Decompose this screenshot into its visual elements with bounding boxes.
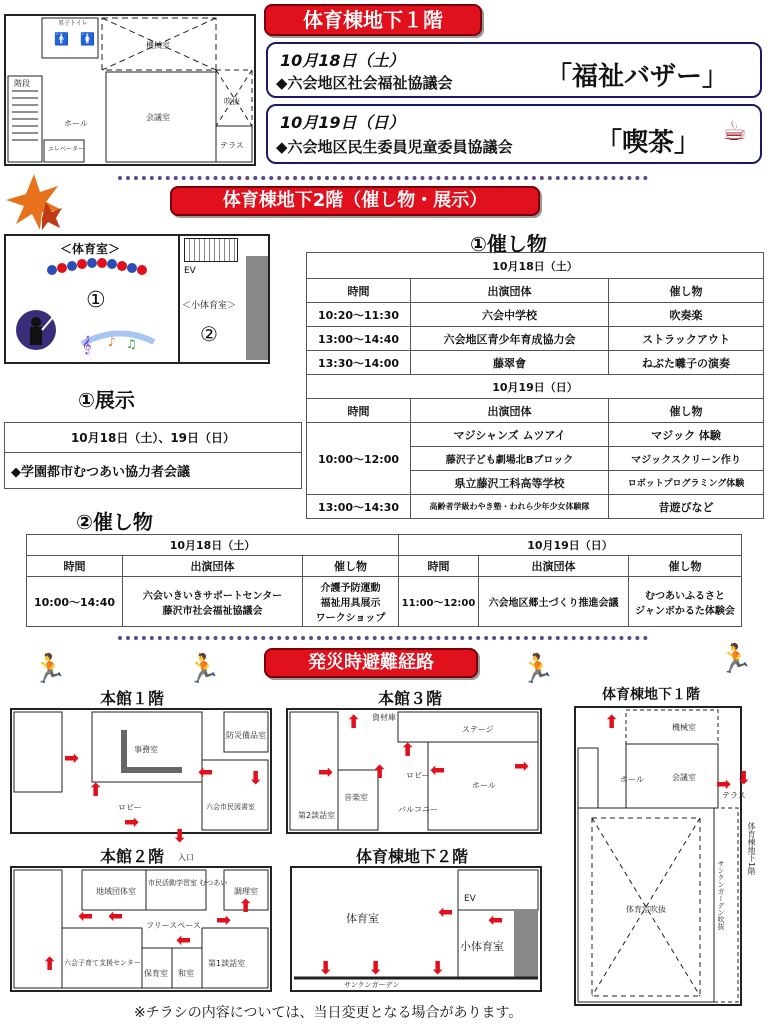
b2-floorplan: [4, 234, 270, 364]
elevator-label: エレベーター: [48, 146, 85, 153]
events1-day1: 10月18日（土）: [307, 253, 764, 279]
toilet-f-icon: 🚺: [80, 32, 95, 46]
events1-h-event: 催し物: [609, 279, 764, 303]
events1-title: ①催し物: [470, 232, 547, 256]
b1-day1-date: 10月18日（土）: [280, 51, 405, 70]
runner-icon: 🏃: [520, 652, 555, 685]
b2-banner: 体育棟地下2階（催し物・展示）: [170, 186, 540, 216]
gym-num: ①: [86, 288, 106, 313]
b1-banner: 体育棟地下１階: [264, 4, 482, 36]
b1-floorplan: [4, 14, 256, 166]
balloon-garland-icon: [46, 258, 156, 278]
hall-label: ホール: [64, 119, 88, 128]
runner-icon: 🏃: [186, 652, 221, 685]
events1-table: 10月18日（土） 時間 出演団体 催し物 10:20～11:30 六会中学校 吹奏楽 13:00～14:40 六会地区青少年育成協力会 ストラックアウト 13:30～14:00 藤翠會 ねぶた囃子の演奏 10月19日（日） 時間 出演団体 催し物 10:00～12:00 マジシャンズ ムツアイ マジック 体験 藤沢子ども劇場北Bブロック マジックスクリーン作り 県立藤沢工科高等学校 ロボットプログラミング体験 13:00～14:30 高齢者学級わやき塾・われら少年少女体験隊 昔遊びなど: [306, 252, 764, 519]
main2-map: 地域団体室 市民活動学習室 むつあい 調理室 フリースペース 六会子育て支援センター 保育室 和室 第1談話室 ⬅ ⬅ ➡ ⬆ ⬆ ⬅: [10, 866, 272, 992]
evac-arrow: ⬆: [238, 896, 254, 917]
b1-day1-org: ◆六会地区社会福祉協議会: [276, 74, 453, 92]
events2-title: ②催し物: [76, 510, 153, 534]
events2-table-wrap: [26, 534, 742, 627]
b1-day2-event: 「喫茶」: [596, 128, 701, 158]
b1-evac-title: 体育棟地下１階: [602, 687, 700, 703]
divider-1: [118, 176, 648, 180]
main2-title: 本館２階: [100, 847, 165, 866]
runner-icon: 🏃: [32, 652, 67, 685]
b1-day1-event: 「福祉バザー」: [546, 62, 729, 92]
machine-room-label: 機械室: [146, 41, 170, 50]
main3-map: 資材庫 ステージ ロビー ホール 音楽室 第2談話室 バルコニー ⬆ ➡ ⬆ ⬆ ⬅ ➡: [286, 708, 542, 834]
music-notes-icon: [78, 324, 158, 360]
b2-evac-title: 体育棟地下２階: [356, 847, 469, 866]
divider-2: [118, 636, 648, 640]
main3-title: 本館３階: [378, 689, 443, 708]
evac-arrow: ⬅: [198, 762, 214, 783]
evac-arrow: ⬇: [248, 768, 264, 789]
grey-block: [246, 256, 268, 360]
b1-day2-date: 10月19日（日）: [280, 113, 405, 132]
exhibit-dates: 10月18日（土）、19日（日）: [5, 423, 301, 453]
ev-label: EV: [184, 266, 196, 276]
exhibit-title: ①展示: [78, 388, 135, 412]
evac-arrow: ⬅: [430, 760, 446, 781]
evac-arrow: ➡: [318, 762, 334, 783]
events2-day2: 10月19日（日）: [399, 535, 742, 556]
evac-arrow: ➡: [216, 910, 232, 931]
table-row: 藤沢子ども劇場北Bブロック マジックスクリーン作り: [307, 447, 764, 471]
svg-text:♫: ♫: [126, 337, 137, 351]
evac-arrow: ⬆: [372, 762, 388, 783]
table-row: 13:00～14:30 高齢者学級わやき塾・われら少年少女体験隊 昔遊びなど: [307, 495, 764, 519]
svg-text:𝄞: 𝄞: [82, 335, 92, 354]
events2-table: 10月18日（土） 10月19日（日） 時間 出演団体 催し物 時間 出演団体 催し物 10:00～14:40 六会いきいきサポートセンター 藤沢市社会福祉協議会 介護予防運動 福祉用具展示 ワークショップ 11:00～12:00 六会地区郷土づくり推進会議 むつあいふるさと ジャンボかるた体験会: [26, 534, 742, 627]
conductor-icon: [14, 308, 58, 352]
b1-evac-map: 機械室 会議室 ホール テラス 体育室吹抜 サンクンガーデン吹抜 ⬇ ➡ ⬆: [574, 706, 742, 1006]
b1-day1-box: [266, 42, 762, 98]
events1-h-time: 時間: [307, 279, 411, 303]
evac-banner: 発災時避難経路: [264, 648, 478, 678]
table-row: 13:30～14:00 藤翠會 ねぶた囃子の演奏: [307, 351, 764, 375]
evac-arrow: ⬆: [604, 712, 620, 733]
small-gym-label: ＜小体育室＞: [182, 301, 237, 311]
b1-floorplan-lines: [6, 16, 254, 164]
evac-arrow: ⬅: [78, 906, 94, 927]
maple-leaf-icon: [4, 172, 64, 232]
evac-arrow: ⬆: [42, 954, 58, 975]
table-row: 13:00～14:40 六会地区青少年育成協力会 ストラックアウト: [307, 327, 764, 351]
footer-note: ※チラシの内容については、当日変更となる場合があります。: [134, 1005, 523, 1021]
b1-day2-box: [266, 104, 762, 164]
main1-map: 事務室 防災備品室 ロビー 六会市民図書室 入口 ➡ ⬆ ➡ ⬅ ⬇ ⬇: [10, 708, 272, 834]
table-row: 10:00～12:00 マジシャンズ ムツアイ マジック 体験: [307, 423, 764, 447]
evac-arrow: ⬅: [488, 910, 504, 931]
evac-arrow: ⬇: [368, 958, 384, 979]
gym-divider: [178, 236, 180, 362]
main1-title: 本館１階: [100, 689, 165, 708]
evac-arrow: ➡: [716, 774, 732, 795]
exhibit-box: [4, 422, 302, 489]
evac-arrow: ⬇: [172, 826, 188, 847]
evac-arrow: ⬇: [318, 958, 334, 979]
exhibit-org: ◆学園都市むつあい協力者会議: [11, 465, 190, 480]
events2-day1: 10月18日（土）: [27, 535, 399, 556]
evac-arrow: ⬆: [400, 740, 416, 761]
evac-arrow: ➡: [514, 756, 530, 777]
runner-icon: 🏃: [718, 642, 753, 675]
evac-arrow: ⬇: [430, 958, 446, 979]
conf-room-label: 会議室: [146, 113, 170, 122]
small-gym-num: ②: [200, 322, 218, 346]
gym-label: ＜体育室＞: [60, 242, 121, 256]
evac-arrow: ➡: [124, 812, 140, 833]
stairs-label: 階段: [14, 79, 30, 88]
evac-arrow: ⬅: [108, 906, 124, 927]
events1-table-wrap: [306, 252, 764, 519]
terrace-label: テラス: [220, 141, 244, 150]
table-row: 10:20～11:30 六会中学校 吹奏楽: [307, 303, 764, 327]
events1-h-org: 出演団体: [411, 279, 609, 303]
balloons: [47, 258, 147, 275]
evac-arrow: ⬆: [88, 780, 104, 801]
evac-arrow: ⬆: [346, 712, 362, 733]
evac-arrow: ⬅: [176, 930, 192, 951]
toilet-icon: 🚹: [54, 32, 69, 46]
b1-day2-org: ◆六会地区民生委員児童委員協議会: [276, 138, 513, 156]
svg-text:♪: ♪: [108, 335, 116, 349]
evac-arrow: ⬇: [736, 768, 752, 789]
table-row: 10:00～14:40 六会いきいきサポートセンター 藤沢市社会福祉協議会 介護予防運動 福祉用具展示 ワークショップ 11:00～12:00 六会地区郷土づくり推進会議 むつあいふるさと ジャンボかるた体験会: [27, 577, 742, 627]
b1-evac-side-label: 体育棟地下1階: [747, 822, 756, 876]
b2-evac-map: 体育室 小体育室 EV サンクンガーデン ⬅ ⬅ ⬇ ⬇ ⬇: [290, 866, 542, 992]
b1-evac-lines: [576, 708, 740, 1004]
stairs-area: [184, 238, 238, 262]
coffee-icon: ☕: [722, 114, 748, 147]
atrium-label: 吹抜: [224, 97, 240, 106]
main1-lines: [12, 710, 270, 832]
table-row: 県立藤沢工科高等学校 ロボットプログラミング体験: [307, 471, 764, 495]
evac-arrow: ⬅: [438, 902, 454, 923]
evac-arrow: ➡: [64, 748, 80, 769]
toilet-m-label: 男子トイレ: [58, 20, 88, 27]
events1-day2: 10月19日（日）: [307, 375, 764, 399]
